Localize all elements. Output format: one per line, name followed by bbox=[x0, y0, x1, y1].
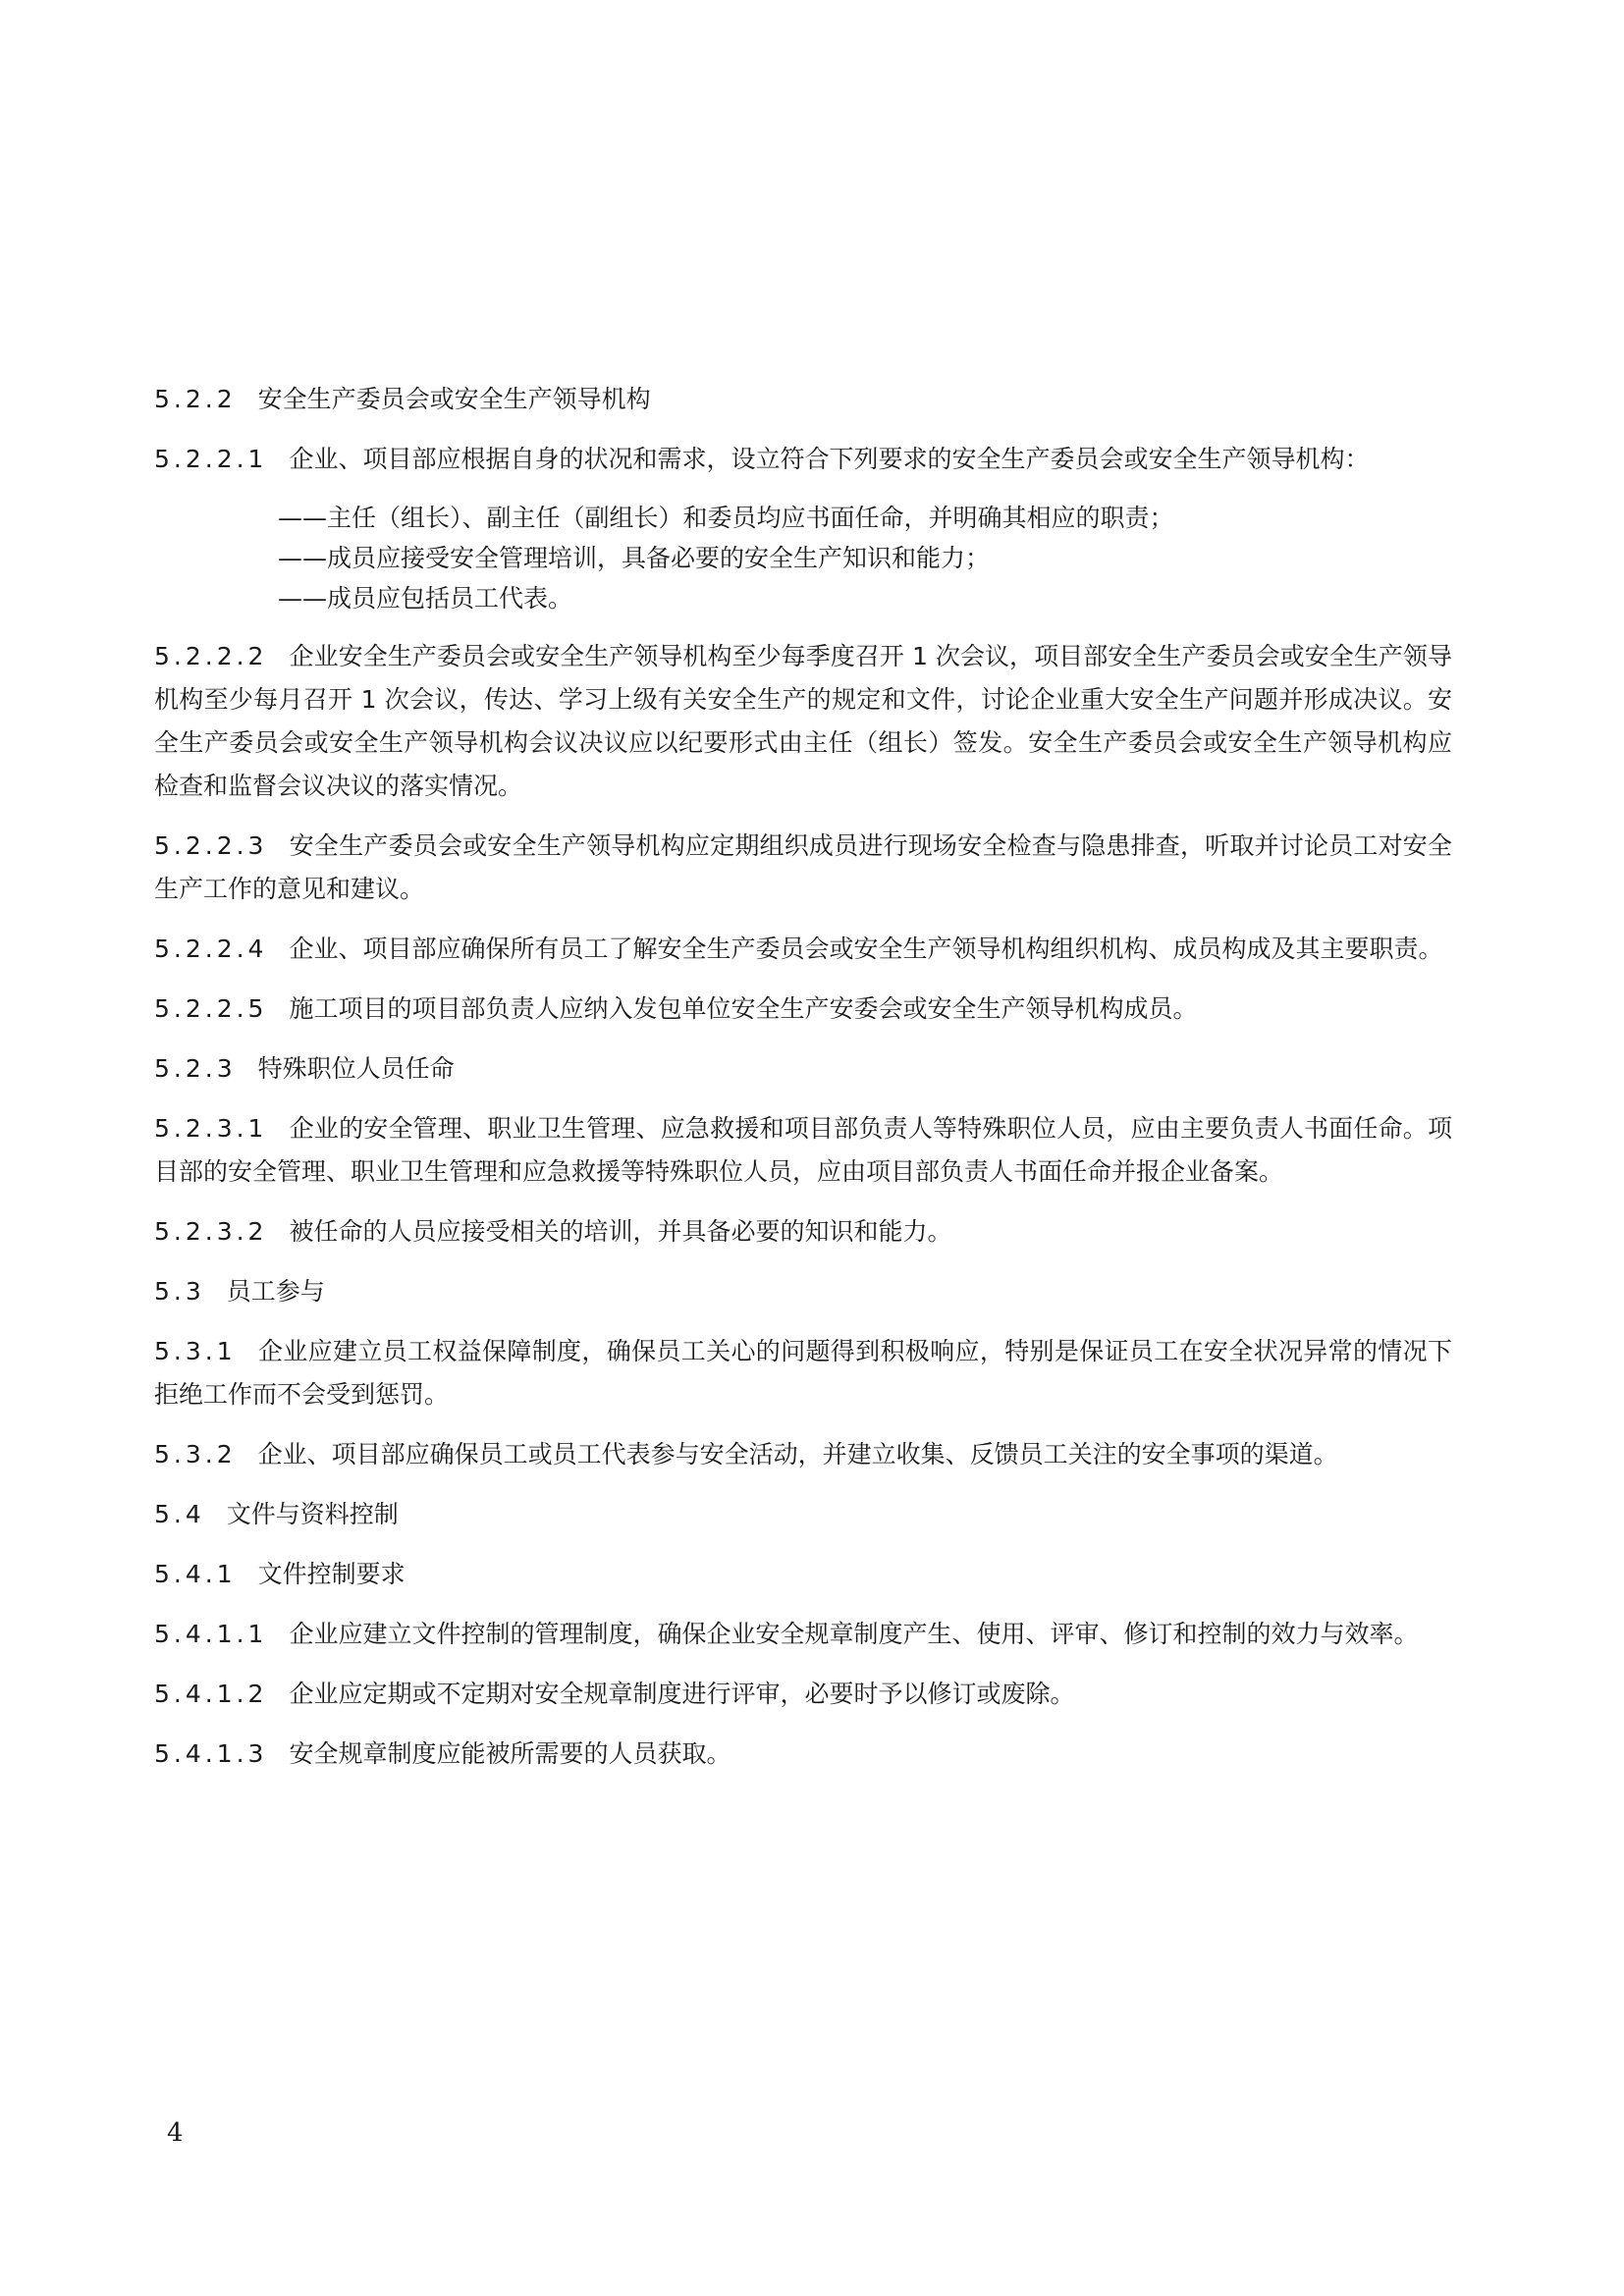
clause-paragraph bbox=[154, 1330, 1452, 1416]
section-title: 文件与资料控制 bbox=[226, 1500, 399, 1528]
clause-paragraph bbox=[154, 438, 1452, 481]
clause-paragraph bbox=[154, 825, 1452, 911]
list-item: ——成员应包括员工代表。 bbox=[278, 584, 573, 613]
requirement-list bbox=[154, 498, 1452, 618]
section-title: 特殊职位人员任命 bbox=[257, 1054, 455, 1083]
clause-text: 安全规章制度应能被所需要的人员获取。 bbox=[289, 1739, 731, 1768]
clause-paragraph bbox=[154, 988, 1452, 1031]
list-item: ——主任（组长）、副主任（副组长）和委员均应书面任命，并明确其相应的职责； bbox=[278, 504, 1174, 532]
section-heading bbox=[154, 1553, 1452, 1596]
clause-paragraph bbox=[154, 1733, 1452, 1776]
list-item: ——成员应接受安全管理培训，具备必要的安全生产知识和能力； bbox=[278, 544, 991, 572]
clause-paragraph bbox=[154, 635, 1452, 808]
clause-text: 企业、项目部应确保所有员工了解安全生产委员会或安全生产领导机构组织机构、成员构成及其主要职责。 bbox=[289, 934, 1443, 963]
clause-text: 企业安全生产委员会或安全生产领导机构至少每季度召开 1 次会议，项目部安全生产委员会或安全生产领导机构至少每月召开 1 次会议，传达、学习上级有关安全生产的规定和文件，讨论企业重大安全生产问题并形成决议。安全生产委员会或安全生产领导机构会议决议应以纪要形式由主任（组长）签发。安全生产委员会或安全生产领导机构应检查和监督会议决议的落实情况。 bbox=[154, 642, 1452, 800]
clause-number: 5.4.1.3 bbox=[154, 1739, 268, 1768]
section-number: 5.4.1 bbox=[154, 1560, 237, 1588]
clause-number: 5.2.2.1 bbox=[154, 445, 268, 473]
clause-text: 企业、项目部应根据自身的状况和需求，设立符合下列要求的安全生产委员会或安全生产领导机构： bbox=[289, 445, 1370, 473]
clause-paragraph bbox=[154, 1673, 1452, 1716]
document-body bbox=[154, 378, 1452, 1792]
clause-paragraph bbox=[154, 1613, 1452, 1656]
clause-text: 被任命的人员应接受相关的培训，并具备必要的知识和能力。 bbox=[289, 1217, 952, 1246]
clause-number: 5.2.2.3 bbox=[154, 831, 268, 860]
clause-paragraph bbox=[154, 1210, 1452, 1254]
clause-text: 企业应建立文件控制的管理制度，确保企业安全规章制度产生、使用、评审、修订和控制的效力与效率。 bbox=[289, 1620, 1419, 1648]
clause-number: 5.2.2.4 bbox=[154, 934, 268, 963]
clause-paragraph bbox=[154, 1107, 1452, 1194]
page-number: 4 bbox=[167, 2118, 184, 2148]
clause-text: 企业应定期或不定期对安全规章制度进行评审，必要时予以修订或废除。 bbox=[289, 1680, 1075, 1708]
clause-number: 5.2.2.5 bbox=[154, 994, 268, 1023]
section-heading bbox=[154, 1047, 1452, 1091]
section-heading bbox=[154, 378, 1452, 421]
section-number: 5.4 bbox=[154, 1500, 205, 1528]
clause-text: 安全生产委员会或安全生产领导机构应定期组织成员进行现场安全检查与隐患排查，听取并讨论员工对安全生产工作的意见和建议。 bbox=[154, 831, 1452, 903]
clause-number: 5.2.3.1 bbox=[154, 1114, 268, 1143]
clause-text: 施工项目的项目部负责人应纳入发包单位安全生产安委会或安全生产领导机构成员。 bbox=[289, 994, 1198, 1023]
clause-number: 5.2.2.2 bbox=[154, 642, 268, 670]
section-heading bbox=[154, 1270, 1452, 1313]
clause-number: 5.3.2 bbox=[154, 1440, 237, 1468]
section-number: 5.2.2 bbox=[154, 385, 237, 413]
clause-paragraph bbox=[154, 1433, 1452, 1476]
clause-number: 5.4.1.1 bbox=[154, 1620, 268, 1648]
clause-number: 5.2.3.2 bbox=[154, 1217, 268, 1246]
clause-number: 5.4.1.2 bbox=[154, 1680, 268, 1708]
clause-paragraph bbox=[154, 928, 1452, 971]
section-title: 员工参与 bbox=[226, 1277, 325, 1306]
section-heading bbox=[154, 1493, 1452, 1536]
section-title: 文件控制要求 bbox=[257, 1560, 406, 1588]
section-number: 5.3 bbox=[154, 1277, 205, 1306]
clause-text: 企业、项目部应确保员工或员工代表参与安全活动，并建立收集、反馈员工关注的安全事项的渠道。 bbox=[257, 1440, 1338, 1468]
clause-number: 5.3.1 bbox=[154, 1337, 237, 1365]
clause-text: 企业应建立员工权益保障制度，确保员工关心的问题得到积极响应，特别是保证员工在安全状况异常的情况下拒绝工作而不会受到惩罚。 bbox=[154, 1337, 1452, 1409]
clause-text: 企业的安全管理、职业卫生管理、应急救援和项目部负责人等特殊职位人员，应由主要负责人书面任命。项目部的安全管理、职业卫生管理和应急救援等特殊职位人员，应由项目部负责人书面任命并报企业备案。 bbox=[154, 1114, 1452, 1186]
section-number: 5.2.3 bbox=[154, 1054, 237, 1083]
section-title: 安全生产委员会或安全生产领导机构 bbox=[257, 385, 651, 413]
